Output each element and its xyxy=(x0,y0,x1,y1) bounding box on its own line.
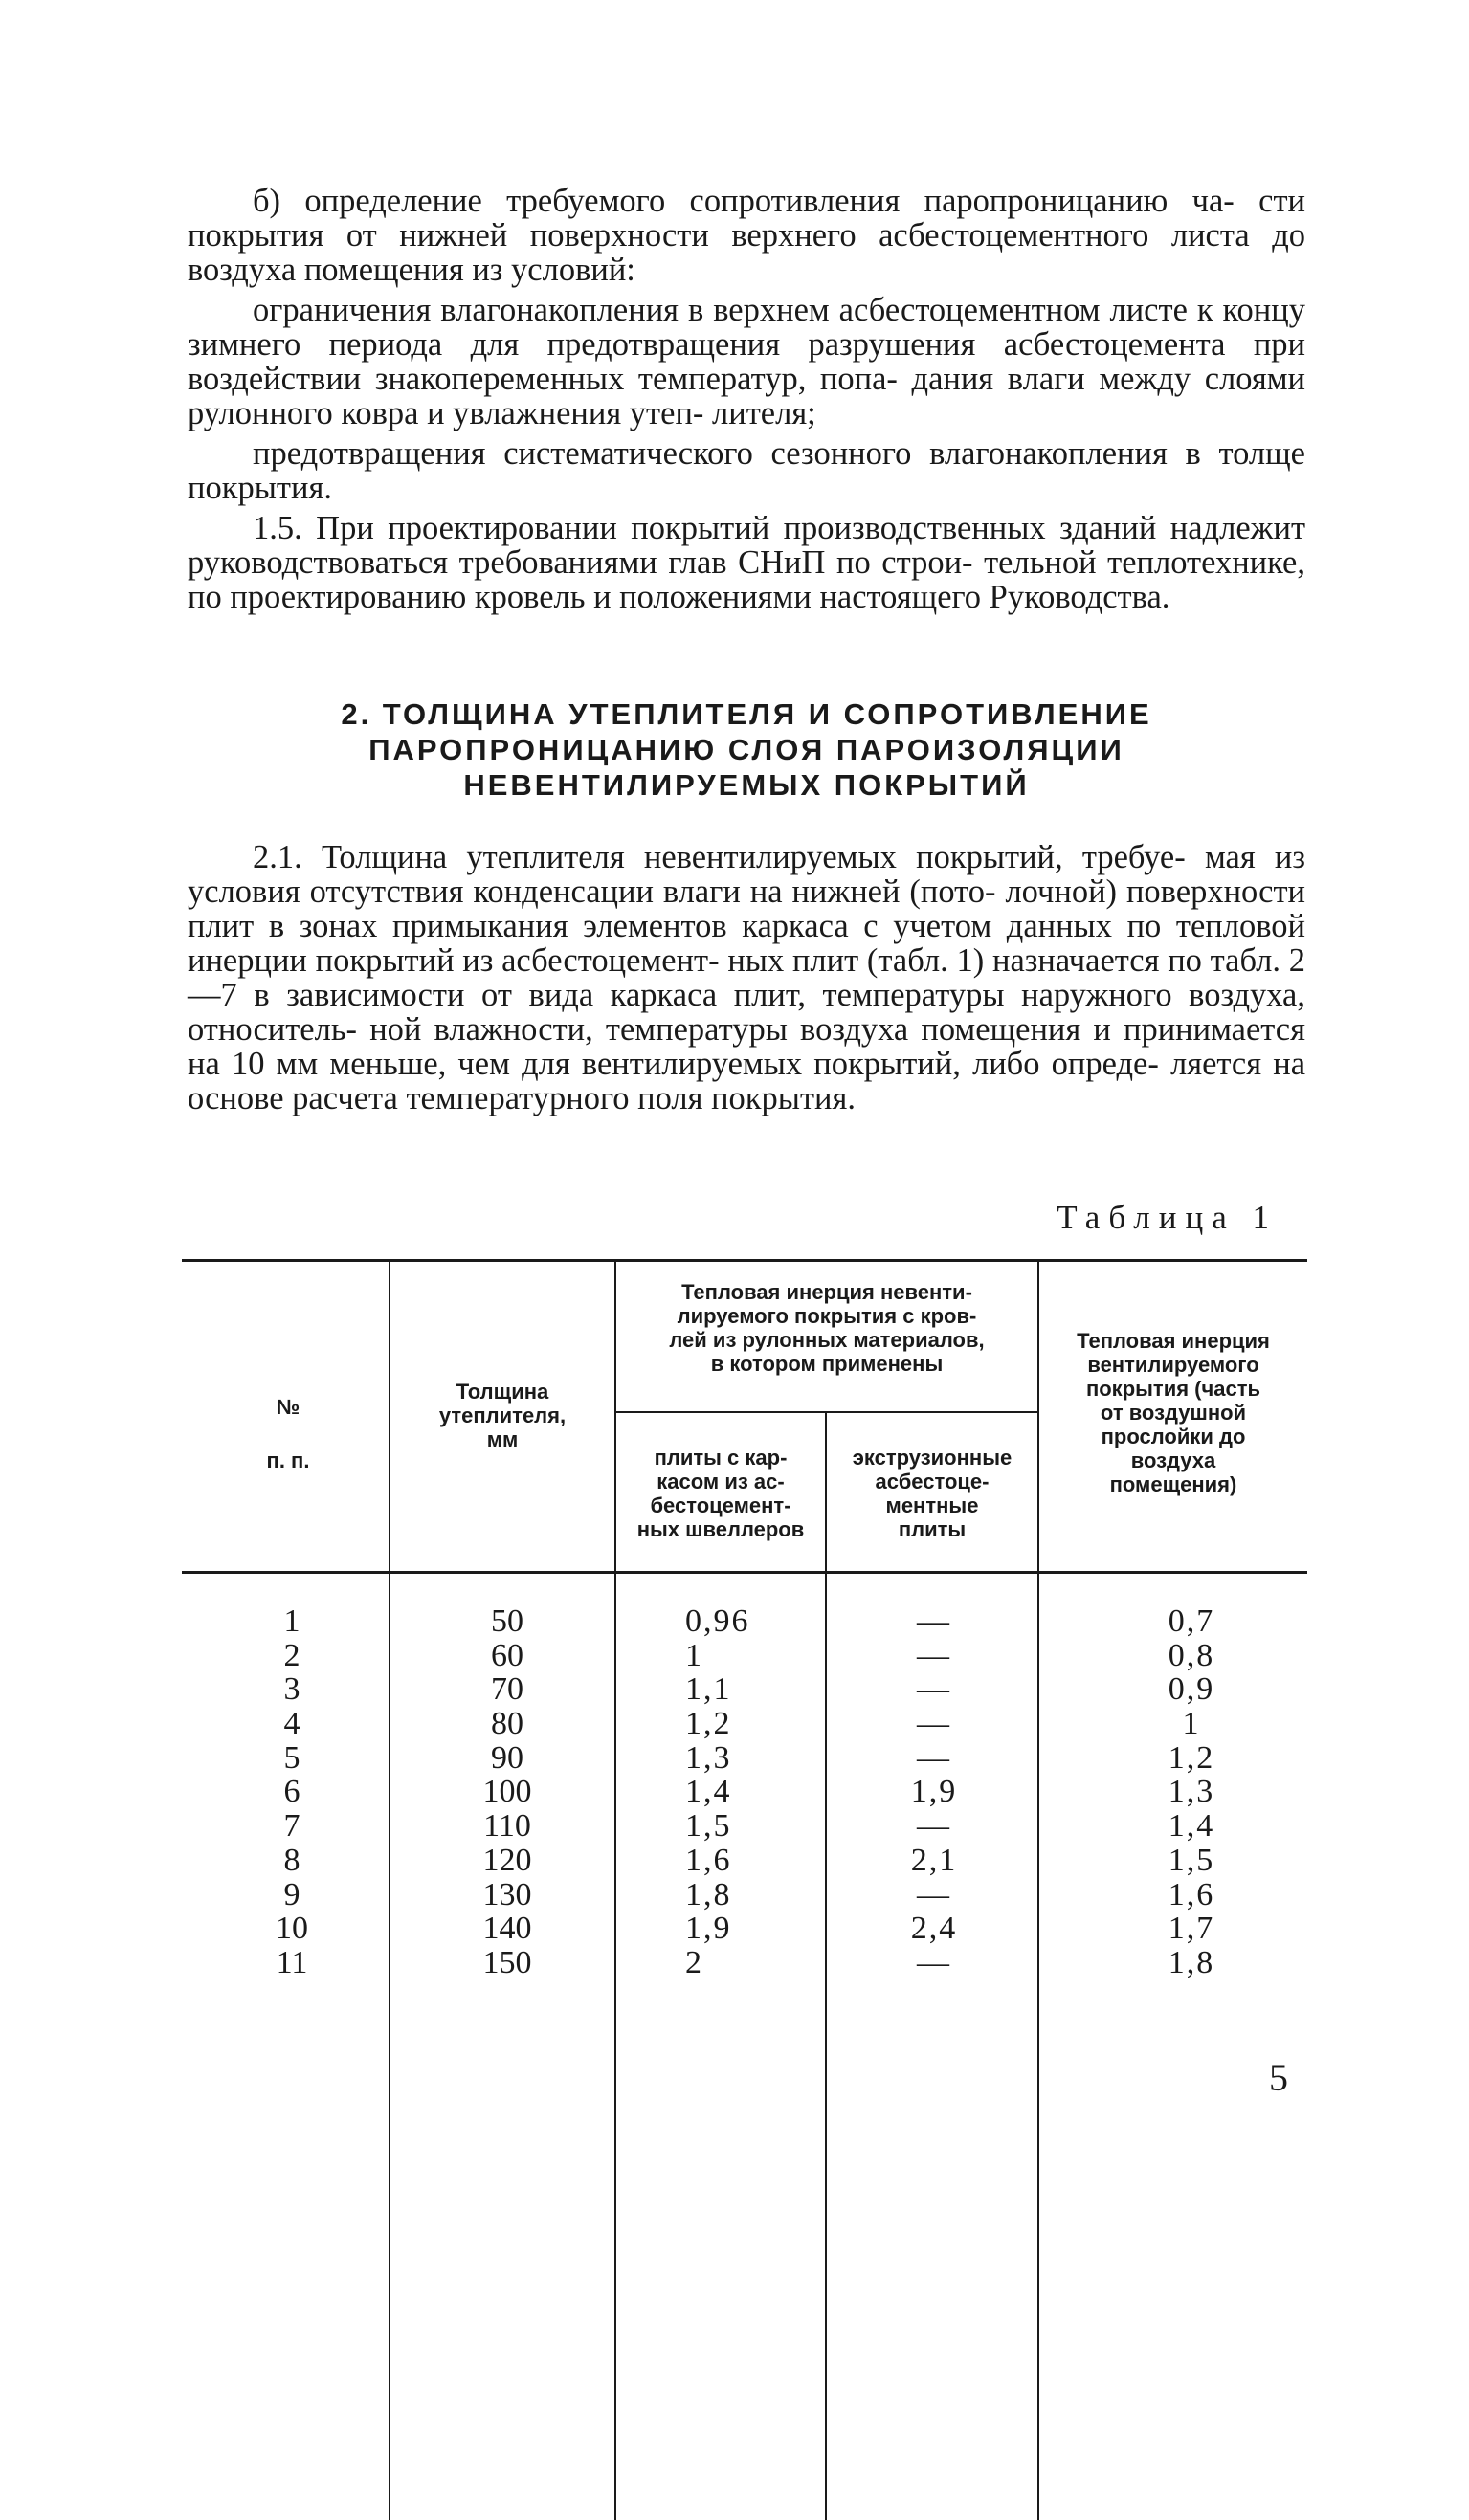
table-cell: 1,4 xyxy=(1168,1808,1215,1845)
table-cell: 2 xyxy=(283,1637,300,1673)
table-cell: 1 xyxy=(685,1637,703,1673)
table-cell: 1,6 xyxy=(685,1842,732,1878)
table-cell: 100 xyxy=(482,1774,532,1810)
table-cell: 1 xyxy=(1182,1706,1201,1742)
intro-text xyxy=(188,184,1305,614)
header-nonvent-group: Тепловая инерция невенти- лируемого покрытия с кров- лей из рулонных материалов, в котором применены xyxy=(669,1280,985,1376)
column-channel-plates xyxy=(685,1604,800,1980)
table-cell: 50 xyxy=(491,1603,523,1639)
table-cell: 11 xyxy=(276,1944,308,1980)
table-cell: — xyxy=(917,1739,951,1776)
table-cell: 1,5 xyxy=(1168,1842,1215,1878)
table-cell: 0,7 xyxy=(1168,1603,1215,1639)
table-cell: 1,2 xyxy=(685,1706,732,1742)
header-ventilated: Тепловая инерция вентилируемого покрытия (часть от воздушной прослойки до воздуха помещения) xyxy=(1077,1329,1270,1496)
table-cell: — xyxy=(917,1603,951,1639)
table-cell: 0,9 xyxy=(1168,1671,1215,1708)
table-cell: 10 xyxy=(276,1911,308,1947)
table-cell: 140 xyxy=(482,1911,532,1947)
table-cell: 60 xyxy=(491,1637,523,1673)
table-cell: — xyxy=(917,1706,951,1742)
table-cell: 1,1 xyxy=(685,1671,732,1708)
column-ventilated xyxy=(1139,1604,1244,1980)
table-cell: 80 xyxy=(491,1706,523,1742)
table-caption: Таблица 1 xyxy=(1057,1199,1278,1236)
paragraph: б) определение требуемого сопротивления паропроницанию ча- сти покрытия от нижней поверхности верхнего асбестоцементного листа до воздуха помещения из условий: xyxy=(188,183,1305,288)
table-subheader-rule xyxy=(616,1411,1037,1413)
table-cell: 4 xyxy=(283,1706,300,1742)
paragraph: 2.1. Толщина утеплителя невентилируемых покрытий, требуе- мая из условия отсутствия конденсации влаги на нижней (пото- лочной) поверхности плит в зонах примыкания элементов каркаса с учетом данных по тепловой инерции покрытий из асбестоцемент- ных плит (табл. 1) назначается по табл. 2—7 в зависимости от вида каркаса плит, температуры наружного воздуха, относитель- ной влажности, температуры воздуха помещения и принимается на 10 мм меньше, чем для вентилируемых покрытий, либо опреде- ляется на основе расчета температурного поля покрытия. xyxy=(188,839,1306,1116)
paragraph: 1.5. При проектировании покрытий производственных зданий надлежит руководствоваться требованиями глав СНиП по строи- тельной теплотехнике, по проектированию кровель и положениями настоящего Руководства. xyxy=(188,510,1306,615)
table-cell: 1,4 xyxy=(685,1774,732,1810)
table-top-rule xyxy=(182,1259,1307,1262)
table-cell: 1,7 xyxy=(1168,1911,1215,1947)
table-cell: 2 xyxy=(685,1944,703,1980)
table-cell: 120 xyxy=(482,1842,532,1878)
table-cell: 150 xyxy=(482,1944,532,1980)
column-thickness xyxy=(450,1604,565,1980)
table-header-rule xyxy=(182,1571,1307,1574)
table-cell: 110 xyxy=(483,1808,531,1845)
table-cell: 0,8 xyxy=(1168,1637,1215,1673)
section-text xyxy=(188,840,1305,1116)
table-cell: 6 xyxy=(283,1774,300,1810)
table-cell: 2,1 xyxy=(910,1842,958,1878)
table-cell: 90 xyxy=(491,1739,523,1776)
table-cell: — xyxy=(917,1876,951,1912)
table-cell: 1,5 xyxy=(685,1808,732,1845)
table-cell: 1,6 xyxy=(1168,1876,1215,1912)
paragraph: ограничения влагонакопления в верхнем асбестоцементном листе к концу зимнего периода для предотвращения разрушения асбестоцемента при воздействии знакопеременных температур, попа- дания влаги между слоями рулонного ковра и увлажнения утеп- лителя; xyxy=(188,292,1306,431)
table-cell: 70 xyxy=(491,1671,523,1708)
section-heading: 2. ТОЛЩИНА УТЕПЛИТЕЛЯ И СОПРОТИВЛЕНИЕ ПАРОПРОНИЦАНИЮ СЛОЯ ПАРОИЗОЛЯЦИИ НЕВЕНТИЛИРУЕМЫХ ПОКРЫТИЙ xyxy=(341,697,1152,802)
table-cell: 5 xyxy=(283,1739,300,1776)
paragraph: предотвращения систематического сезонного влагонакопления в толще покрытия. xyxy=(188,435,1305,506)
page-number: 5 xyxy=(1269,2056,1288,2099)
table-cell: 130 xyxy=(482,1876,532,1912)
table-cell: — xyxy=(917,1637,951,1673)
table-cell: — xyxy=(917,1671,951,1708)
header-thickness: Толщина утеплителя, мм xyxy=(438,1380,567,1451)
header-channel-plates: плиты с кар- касом из ас- бестоцемент- ных швеллеров xyxy=(636,1446,805,1541)
table-cell: — xyxy=(917,1808,951,1845)
table-cell: 1,8 xyxy=(1168,1944,1215,1980)
table-cell: 7 xyxy=(283,1808,300,1845)
table-cell: 1,3 xyxy=(685,1739,732,1776)
header-extruded-plates: экструзионные асбестоце- ментные плиты xyxy=(852,1446,1013,1541)
table-cell: 1,3 xyxy=(1168,1774,1215,1810)
column-extruded-plates xyxy=(877,1604,991,1980)
table-cell: 1,2 xyxy=(1168,1739,1215,1776)
table-cell: 1,9 xyxy=(910,1774,958,1810)
table-cell: 9 xyxy=(283,1876,300,1912)
table-cell: — xyxy=(917,1944,951,1980)
table-cell: 8 xyxy=(283,1842,300,1878)
column-divider xyxy=(825,1412,827,2520)
table-cell: 1 xyxy=(283,1603,300,1639)
table-cell: 1,8 xyxy=(685,1876,732,1912)
table-cell: 1,9 xyxy=(685,1911,732,1947)
header-number: № п. п. xyxy=(266,1395,310,1472)
table-cell: 2,4 xyxy=(910,1911,958,1947)
table-cell: 0,96 xyxy=(685,1603,750,1639)
column-number xyxy=(239,1604,345,1980)
table-cell: 3 xyxy=(283,1671,300,1708)
